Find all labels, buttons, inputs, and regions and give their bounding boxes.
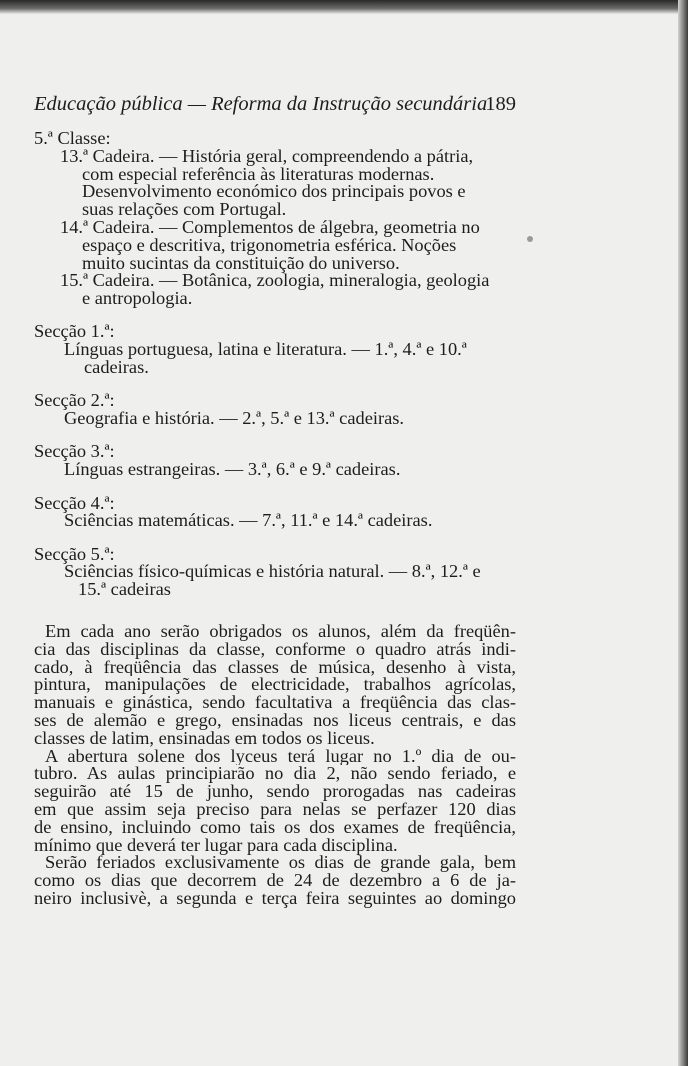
cadeira-line: e antropologia. <box>82 288 193 309</box>
text-line: pintura, manipulações de electricidade, trabalhos agrícolas, <box>34 676 516 695</box>
text-line: cado, à freqüência das classes de música, desenho à vista, <box>34 658 516 677</box>
text-line: como os dias que decorrem de 24 de dezembro a 6 de ja- <box>34 872 516 890</box>
seccao-heading: Secção 2.ª: <box>34 390 115 411</box>
cadeira-line: com especial referência às literaturas modernas. <box>82 163 435 184</box>
text-line: de ensino, incluindo como tais os dos exames de freqüência, <box>34 818 516 837</box>
cadeira-15 <box>34 272 516 308</box>
seccao-line: 15.ª cadeiras <box>78 579 171 600</box>
text-line: em que assim seja preciso para nelas se perfazer 120 dias <box>34 801 516 819</box>
paragraph <box>34 748 516 855</box>
text-line: Em cada ano serão obrigados os alunos, além da freqüên- <box>45 623 516 641</box>
paragraph <box>34 854 516 907</box>
seccao-1 <box>34 323 516 376</box>
cadeira-line: suas relações com Portugal. <box>82 199 287 220</box>
seccao-line: Línguas portuguesa, latina e literatura. — 1.ª, 4.ª e 10.ª <box>64 339 467 360</box>
paragraph <box>34 623 516 748</box>
seccao-4 <box>34 492 516 531</box>
text-line: A abertura solene dos lyceus terá lugar no 1.º dia de ou- <box>45 747 516 766</box>
running-header <box>34 92 516 116</box>
text-line: ses de alemão e grego, ensinadas nos liceus centrais, e das <box>34 712 516 730</box>
text-line: seguirão até 15 de junho, sendo prorogadas nas cadeiras <box>34 783 516 801</box>
text-line: mínimo que deverá ter lugar para cada disciplina. <box>34 834 398 855</box>
seccao-heading: Secção 1.ª: <box>34 321 115 342</box>
cadeira-line: espaço e descritiva, trigonometria esférica. Noções <box>82 234 457 255</box>
cadeira-line: muito sucintas da constituição do universo. <box>82 252 400 273</box>
cadeira-line: Desenvolvimento económico dos principais povos e <box>82 181 466 202</box>
text-line: cia das disciplinas da classe, conforme o quadro atrás indi- <box>34 640 516 659</box>
cadeira-line: 13.ª Cadeira. — História geral, compreendendo a pátria, <box>60 145 474 166</box>
seccao-heading: Secção 3.ª: <box>34 441 115 462</box>
classe-heading: 5.ª Classe: <box>34 128 111 148</box>
text-line: Serão feriados exclusivamente os dias de grande gala, bem <box>45 854 516 873</box>
seccao-heading: Secção 5.ª: <box>34 543 115 564</box>
seccao-heading: Secção 4.ª: <box>34 492 115 513</box>
body-paragraphs <box>34 623 516 908</box>
seccao-line: Línguas estrangeiras. — 3.ª, 6.ª e 9.ª cadeiras. <box>64 459 401 480</box>
page-top-shadow <box>0 0 688 14</box>
seccao-line: Geografia e história. — 2.ª, 5.ª e 13.ª cadeiras. <box>64 408 405 429</box>
running-title: Educação pública — Reforma da Instrução secundária <box>34 93 488 115</box>
seccao-line: Sciências físico-químicas e história natural. — 8.ª, 12.ª e <box>64 561 481 582</box>
cadeira-line: 15.ª Cadeira. — Botânica, zoologia, mineralogia, geologia <box>60 270 490 291</box>
seccao-5 <box>34 543 516 600</box>
seccao-3 <box>34 443 516 479</box>
text-line: tubro. As aulas principiarão no dia 2, não sendo feriado, e <box>34 765 516 784</box>
page-body <box>34 130 516 908</box>
text-line: neiro inclusivè, a segunda e terça feira seguintes ao domingo <box>34 889 516 908</box>
cadeira-line: 14.ª Cadeira. — Complementos de álgebra, geometria no <box>60 216 480 237</box>
cadeira-13 <box>34 145 516 220</box>
cadeira-14 <box>34 216 516 273</box>
seccao-line: cadeiras. <box>84 357 149 378</box>
paper-speck <box>527 236 533 242</box>
page-number: 189 <box>485 93 516 115</box>
text-line: classes de latim, ensinadas em todos os liceus. <box>34 727 375 748</box>
text-line: manuais e ginástica, sendo facultativa a freqüência das clas- <box>34 694 516 713</box>
seccao-2 <box>34 392 516 428</box>
page-right-shadow <box>678 0 688 1066</box>
seccao-line: Sciências matemáticas. — 7.ª, 11.ª e 14.ª cadeiras. <box>64 510 433 531</box>
